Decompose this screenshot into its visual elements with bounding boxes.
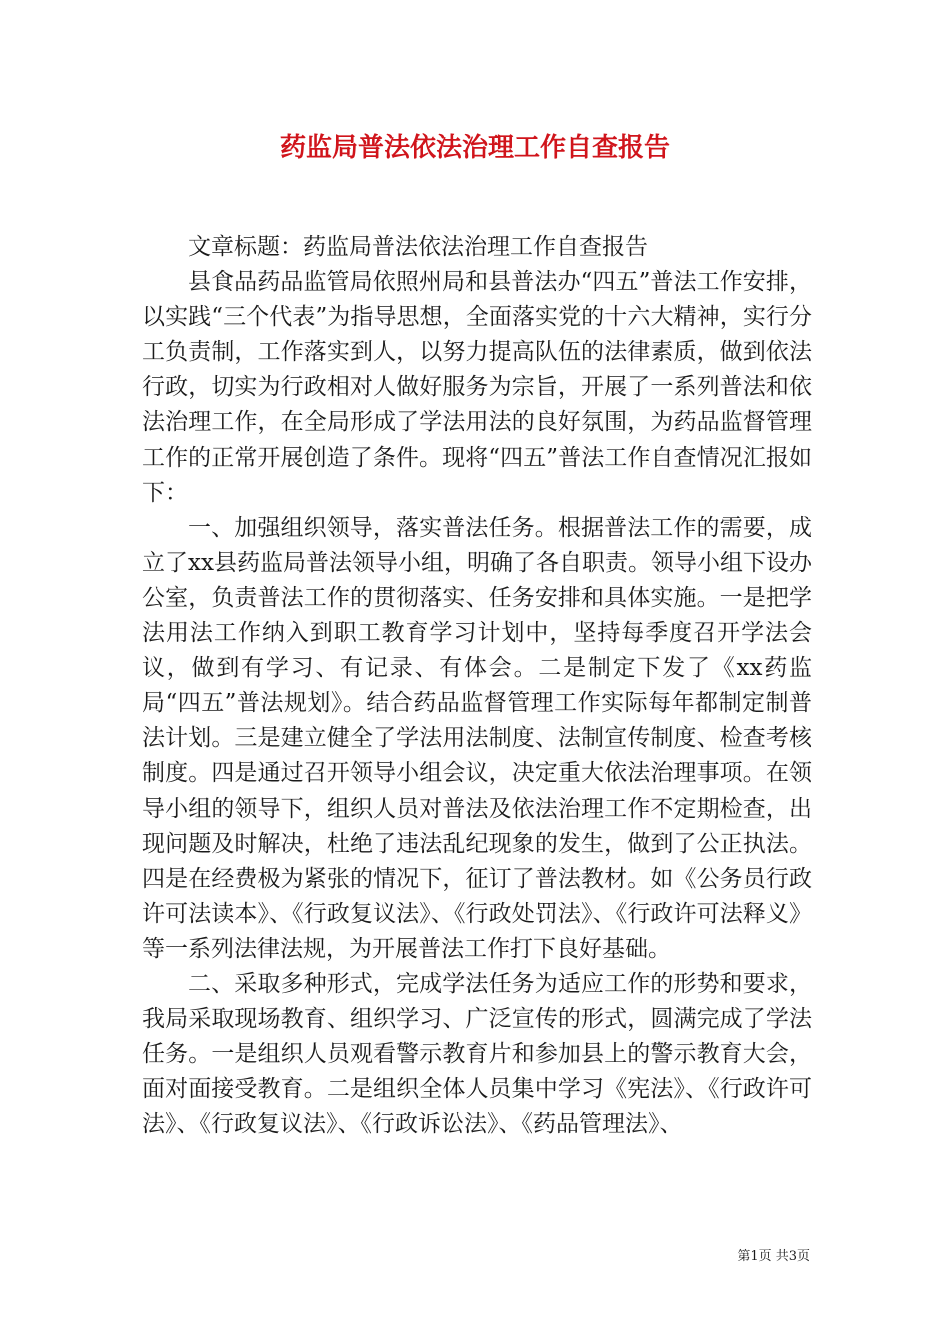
- page-number: 第1页 共3页: [737, 1249, 810, 1264]
- paragraph-article-title: 文章标题：药监局普法依法治理工作自查报告: [188, 234, 648, 260]
- page-title: 药监局普法依法治理工作自查报告: [279, 133, 670, 163]
- paragraph-section-2: 二、采取多种形式，完成学法任务为适应工作的形势和要求，我局采取现场教育、组织学习、广泛宣传的形式，圆满完成了学法任务。一是组织人员观看警示教育片和参加县上的警示教育大会，面对面接受教育。二是组织全体人员集中学习《宪法》、《行政许可法》、《行政复议法》、《行政诉讼法》、《药品管理法》、: [142, 970, 812, 1138]
- paragraph-intro: 县食品药品监管局依照州局和县普法办“四五”普法工作安排，以实践“三个代表”为指导思想，全面落实党的十六大精神，实行分工负责制，工作落实到人，以努力提高队伍的法律素质，做到依法行政，切实为行政相对人做好服务为宗旨，开展了一系列普法和依法治理工作，在全局形成了学法用法的良好氛围，为药品监督管理工作的正常开展创造了条件。现将“四五”普法工作自查情况汇报如下：: [142, 269, 812, 506]
- document-body: [142, 230, 812, 1142]
- paragraph-section-1: 一、加强组织领导，落实普法任务。根据普法工作的需要，成立了xx县药监局普法领导小组，明确了各自职责。领导小组下设办公室，负责普法工作的贯彻落实、任务安排和具体实施。一是把学法用法工作纳入到职工教育学习计划中，坚持每季度召开学法会议，做到有学习、有记录、有体会。二是制定下发了《xx药监局“四五”普法规划》。结合药品监督管理工作实际每年都制定制普法计划。三是建立健全了学法用法制度、法制宣传制度、检查考核制度。四是通过召开领导小组会议，决定重大依法治理事项。在领导小组的领导下，组织人员对普法及依法治理工作不定期检查，出现问题及时解决，杜绝了违法乱纪现象的发生，做到了公正执法。四是在经费极为紧张的情况下，征订了普法教材。如《公务员行政许可法读本》、《行政复议法》、《行政处罚法》、《行政许可法释义》等一系列法律法规，为开展普法工作打下良好基础。: [142, 514, 812, 962]
